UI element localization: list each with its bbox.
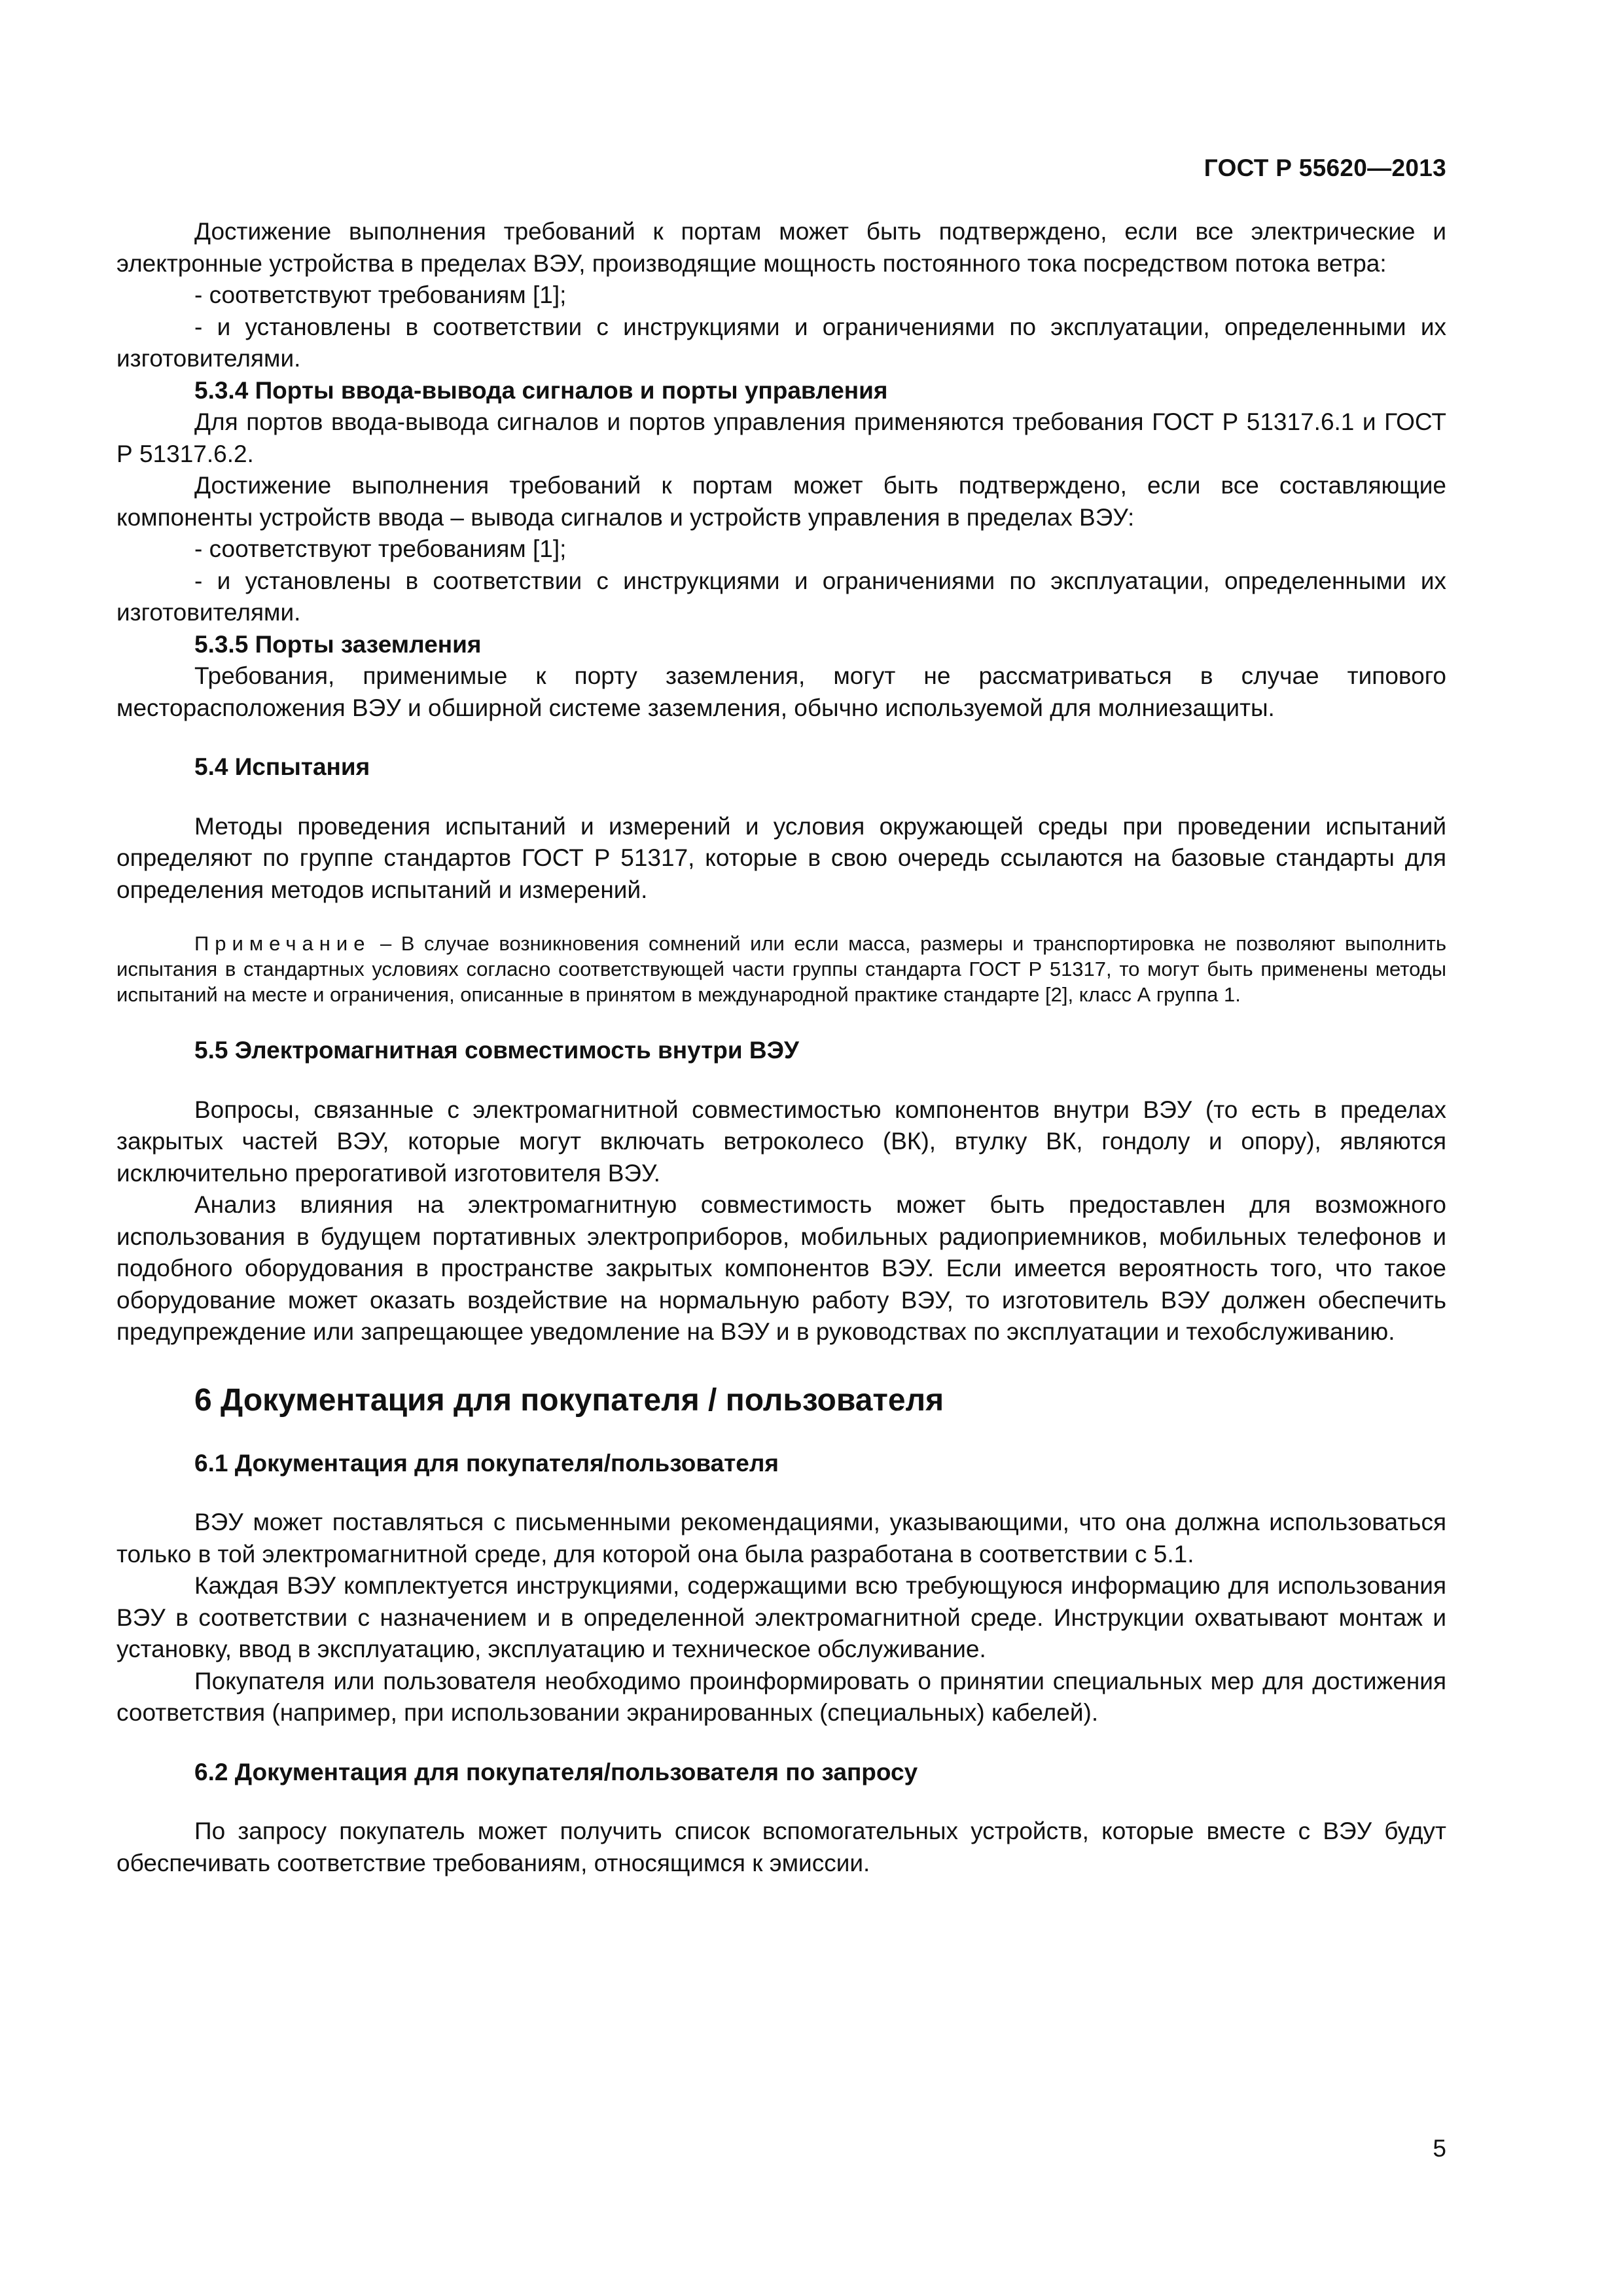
list-item: - и установлены в соответствии с инструкциями и ограничениями по эксплуатации, определенными их изготовителями. bbox=[116, 567, 1446, 626]
document-header-id: ГОСТ Р 55620—2013 bbox=[1204, 154, 1446, 181]
section-heading-6: 6 Документация для покупателя / пользователя bbox=[194, 1382, 944, 1418]
paragraph: Покупателя или пользователя необходимо проинформировать о принятии специальных мер для достижения соответствия (например, при использовании экранированных (специальных) кабелей). bbox=[116, 1667, 1446, 1726]
paragraph: Достижение выполнения требований к портам может быть подтверждено, если все составляющие компоненты устройств ввода – вывода сигналов и устройств управления в пределах ВЭУ: bbox=[116, 472, 1446, 531]
paragraph: Требования, применимые к порту заземления, могут не рассматриваться в случае типового месторасположения ВЭУ и обширной системе заземления, обычно используемой для молниезащиты. bbox=[116, 662, 1446, 721]
note-paragraph bbox=[116, 931, 1446, 1007]
section-heading-5-4: 5.4 Испытания bbox=[194, 753, 370, 780]
note-label: Примечание bbox=[194, 932, 371, 955]
list-item: - и установлены в соответствии с инструкциями и ограничениями по эксплуатации, определенными их изготовителями. bbox=[116, 313, 1446, 372]
section-heading-6-1: 6.1 Документация для покупателя/пользователя bbox=[194, 1449, 779, 1477]
page-number: 5 bbox=[1433, 2135, 1446, 2162]
list-item: - соответствуют требованиям [1]; bbox=[194, 281, 567, 308]
paragraph: По запросу покупатель может получить список вспомогательных устройств, которые вместе с ВЭУ будут обеспечивать соответствие требованиям, относящимся к эмиссии. bbox=[116, 1818, 1446, 1876]
section-heading-5-3-5: 5.3.5 Порты заземления bbox=[194, 630, 482, 658]
paragraph: Анализ влияния на электромагнитную совместимость может быть предоставлен для возможного использования в будущем портативных электроприборов, мобильных радиоприемников, мобильных телефонов и подобного оборудования в пространстве закрытых компонентов ВЭУ. Если имеется вероятность того, что такое оборудование может оказать воздействие на нормальную работу ВЭУ, то изготовитель ВЭУ должен обеспечить предупреждение или запрещающее уведомление на ВЭУ и в руководствах по эксплуатации и техобслуживанию. bbox=[116, 1191, 1446, 1345]
paragraph: Для портов ввода-вывода сигналов и портов управления применяются требования ГОСТ Р 51317.6.1 и ГОСТ Р 51317.6.2. bbox=[116, 408, 1446, 467]
paragraph: Каждая ВЭУ комплектуется инструкциями, содержащими всю требующуюся информацию для использования ВЭУ в соответствии с назначением и в определенной электромагнитной среде. Инструкции охватывают монтаж и установку, ввод в эксплуатацию, эксплуатацию и техническое обслуживание. bbox=[116, 1572, 1446, 1662]
note-text: – В случае возникновения сомнений или если масса, размеры и транспортировка не позволяют выполнить испытания в стандартных условиях согласно соответствующей части группы стандарта ГОСТ Р 51317, то могут быть применены методы испытаний на месте и ограничения, описанные в принятом в международной практике стандарте [2], класс А группа 1. bbox=[116, 932, 1446, 1006]
document-body bbox=[116, 216, 1446, 1879]
paragraph: Вопросы, связанные с электромагнитной совместимостью компонентов внутри ВЭУ (то есть в пределах закрытых частей ВЭУ, которые могут включать ветроколесо (ВК), втулку ВК, гондолу и опору), являются исключительно прерогативой изготовителя ВЭУ. bbox=[116, 1096, 1446, 1187]
section-heading-5-3-4: 5.3.4 Порты ввода-вывода сигналов и порты управления bbox=[194, 376, 888, 404]
paragraph: Достижение выполнения требований к портам может быть подтверждено, если все электрические и электронные устройства в пределах ВЭУ, производящие мощность постоянного тока посредством потока ветра: bbox=[116, 218, 1446, 277]
list-item: - соответствуют требованиям [1]; bbox=[194, 535, 567, 562]
paragraph: ВЭУ может поставляться с письменными рекомендациями, указывающими, что она должна использоваться только в той электромагнитной среде, для которой она была разработана в соответствии с 5.1. bbox=[116, 1509, 1446, 1568]
section-heading-5-5: 5.5 Электромагнитная совместимость внутри ВЭУ bbox=[194, 1037, 799, 1064]
section-heading-6-2: 6.2 Документация для покупателя/пользователя по запросу bbox=[194, 1758, 918, 1785]
paragraph: Методы проведения испытаний и измерений и условия окружающей среды при проведении испытаний определяют по группе стандартов ГОСТ Р 51317, которые в свою очередь ссылаются на базовые стандарты для определения методов испытаний и измерений. bbox=[116, 812, 1446, 903]
